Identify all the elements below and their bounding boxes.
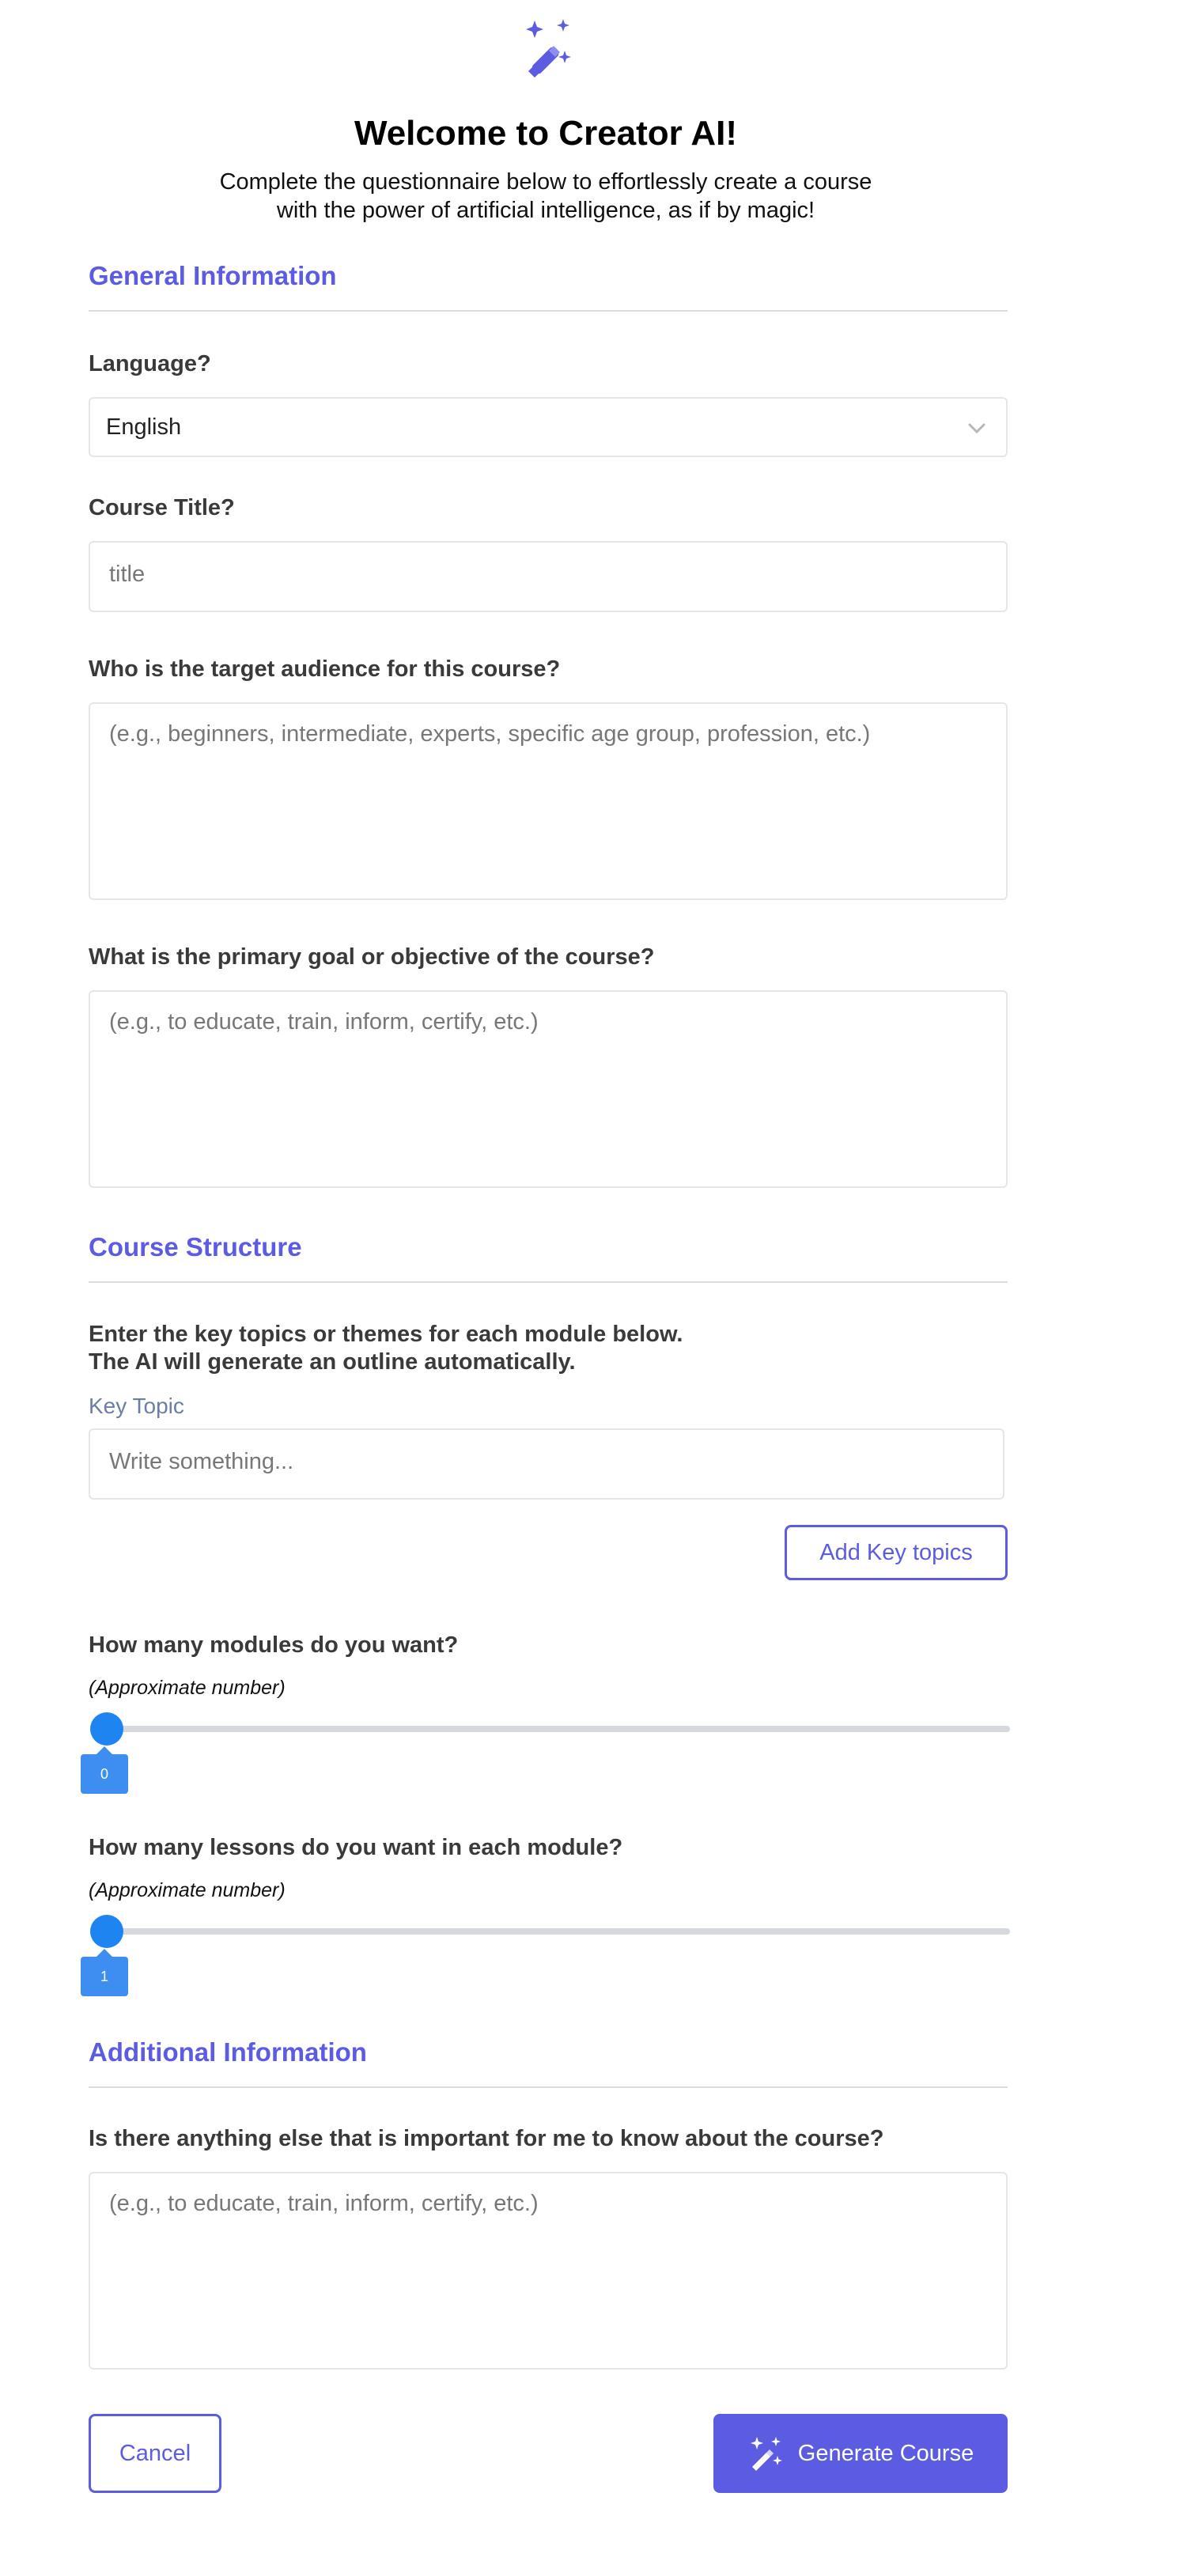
- course-title-input[interactable]: [89, 541, 1008, 612]
- key-topic-placeholder: Write something...: [109, 1449, 294, 1474]
- helper-line-2: The AI will generate an outline automatically.: [89, 1349, 576, 1375]
- subtitle-line-1: Complete the questionnaire below to effortlessly create a course: [219, 169, 872, 195]
- divider: [89, 2086, 1008, 2088]
- chevron-down-icon: [963, 414, 990, 441]
- modules-note: (Approximate number): [89, 1677, 286, 1699]
- modules-slider-thumb[interactable]: [90, 1712, 123, 1746]
- goal-label: What is the primary goal or objective of the course?: [89, 944, 655, 970]
- cancel-button[interactable]: Cancel: [89, 2414, 221, 2493]
- lessons-slider-thumb[interactable]: [90, 1915, 123, 1948]
- page-subtitle: [142, 168, 949, 225]
- lessons-note: (Approximate number): [89, 1879, 286, 1901]
- modules-slider-track[interactable]: [107, 1726, 1010, 1732]
- lessons-label: How many lessons do you want in each module?: [89, 1835, 623, 1860]
- course-title-placeholder: title: [109, 562, 146, 587]
- section-title-additional: Additional Information: [89, 2037, 367, 2067]
- goal-textarea[interactable]: [89, 990, 1008, 1188]
- audience-textarea[interactable]: [89, 702, 1008, 900]
- modules-label: How many modules do you want?: [89, 1632, 459, 1658]
- anything-textarea[interactable]: [89, 2172, 1008, 2370]
- magic-wand-icon: [747, 2435, 784, 2472]
- language-select[interactable]: [89, 397, 1008, 457]
- add-key-topics-button[interactable]: Add Key topics: [785, 1525, 1008, 1580]
- divider: [89, 1281, 1008, 1283]
- section-title-general: General Information: [89, 261, 337, 290]
- lessons-slider-value: 1: [81, 1957, 128, 1996]
- structure-helper: [89, 1321, 683, 1376]
- modules-slider-value: 0: [81, 1754, 128, 1794]
- anything-placeholder: (e.g., to educate, train, inform, certify, etc.): [109, 2191, 539, 2216]
- generate-course-button[interactable]: [713, 2414, 1008, 2493]
- section-title-structure: Course Structure: [89, 1232, 302, 1262]
- key-topic-input[interactable]: [89, 1428, 1004, 1500]
- audience-placeholder: (e.g., beginners, intermediate, experts, specific age group, profession, etc.): [109, 721, 871, 747]
- magic-wand-icon: [517, 16, 579, 78]
- key-topic-label: Key Topic: [89, 1394, 184, 1418]
- generate-course-label: Generate Course: [797, 2440, 974, 2466]
- language-select-value: English: [106, 414, 182, 440]
- subtitle-line-2: with the power of artificial intelligence, as if by magic!: [276, 198, 815, 223]
- course-title-label: Course Title?: [89, 495, 235, 520]
- audience-label: Who is the target audience for this course?: [89, 656, 561, 682]
- language-label: Language?: [89, 351, 211, 376]
- page-title: Welcome to Creator AI!: [354, 114, 738, 153]
- lessons-slider-track[interactable]: [107, 1928, 1010, 1935]
- anything-label: Is there anything else that is important for me to know about the course?: [89, 2126, 884, 2151]
- divider: [89, 310, 1008, 312]
- helper-line-1: Enter the key topics or themes for each module below.: [89, 1322, 683, 1347]
- goal-placeholder: (e.g., to educate, train, inform, certify, etc.): [109, 1009, 539, 1035]
